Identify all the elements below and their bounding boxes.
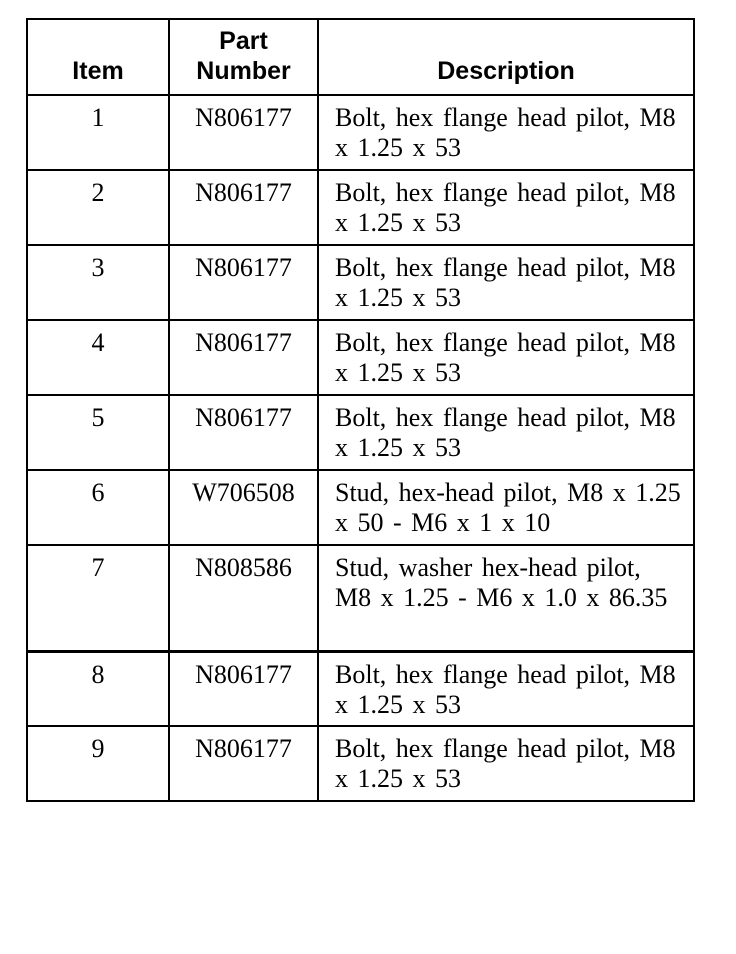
item-cell: 3: [27, 245, 169, 320]
item-cell: 8: [27, 651, 169, 726]
part-number-cell: N806177: [169, 320, 318, 395]
table-row: [27, 651, 694, 726]
part-number-cell: N808586: [169, 545, 318, 651]
description-cell: Stud, hex-head pilot, M8 x 1.25 x 50 - M6 x 1 x 10: [318, 470, 694, 545]
description-cell: Bolt, hex flange head pilot, M8 x 1.25 x 53: [318, 95, 694, 170]
part-number-cell: N806177: [169, 245, 318, 320]
table-row: [27, 170, 694, 245]
description-cell: Bolt, hex flange head pilot, M8 x 1.25 x 53: [318, 651, 694, 726]
table-row: [27, 95, 694, 170]
item-cell: 6: [27, 470, 169, 545]
description-cell: Bolt, hex flange head pilot, M8 x 1.25 x 53: [318, 245, 694, 320]
description-cell: Stud, washer hex-head pilot, M8 x 1.25 - M6 x 1.0 x 86.35: [318, 545, 694, 651]
part-number-cell: N806177: [169, 170, 318, 245]
table-row: [27, 545, 694, 651]
table-row: [27, 320, 694, 395]
item-cell: 4: [27, 320, 169, 395]
item-cell: 5: [27, 395, 169, 470]
table-row: [27, 470, 694, 545]
part-number-cell: W706508: [169, 470, 318, 545]
table-row: [27, 395, 694, 470]
part-number-cell: N806177: [169, 395, 318, 470]
item-cell: 7: [27, 545, 169, 651]
part-number-cell: N806177: [169, 651, 318, 726]
item-cell: 2: [27, 170, 169, 245]
part-number-cell: N806177: [169, 726, 318, 801]
parts-table: [26, 18, 695, 802]
item-cell: 1: [27, 95, 169, 170]
table-row: [27, 726, 694, 801]
description-cell: Bolt, hex flange head pilot, M8 x 1.25 x 53: [318, 726, 694, 801]
description-cell: Bolt, hex flange head pilot, M8 x 1.25 x 53: [318, 320, 694, 395]
item-cell: 9: [27, 726, 169, 801]
part-number-cell: N806177: [169, 95, 318, 170]
description-cell: Bolt, hex flange head pilot, M8 x 1.25 x 53: [318, 170, 694, 245]
header-description: Description: [318, 19, 694, 95]
header-item: Item: [27, 19, 169, 95]
table-row: [27, 245, 694, 320]
header-part-number: Part Number: [169, 19, 318, 95]
description-cell: Bolt, hex flange head pilot, M8 x 1.25 x 53: [318, 395, 694, 470]
header-row: [27, 19, 694, 95]
